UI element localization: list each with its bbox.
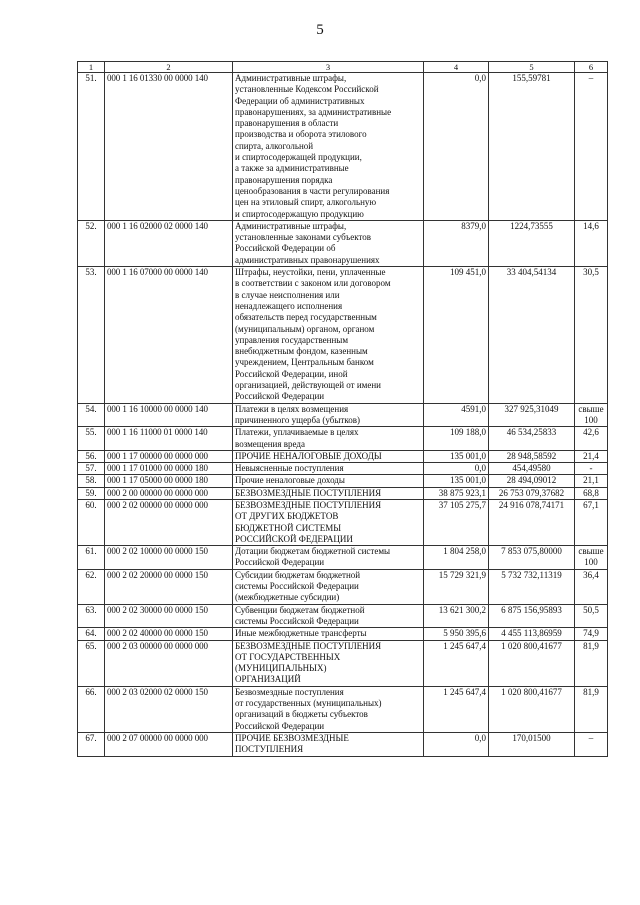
planned-amount: 109 451,0 xyxy=(424,267,489,404)
actual-amount: 454,49580 xyxy=(489,463,575,475)
row-number: 66. xyxy=(78,686,105,732)
execution-percent: - xyxy=(575,463,608,475)
planned-amount: 15 729 321,9 xyxy=(424,569,489,604)
table-row xyxy=(78,403,608,427)
execution-percent: 42,6 xyxy=(575,427,608,451)
budget-code: 000 2 02 20000 00 0000 150 xyxy=(105,569,233,604)
table-row xyxy=(78,499,608,545)
header-col-3: 3 xyxy=(233,62,424,73)
actual-amount: 1224,73555 xyxy=(489,220,575,266)
revenue-name: Административные штрафы, установленные Кодексом Российской Федерации об административных правонарушениях, за административные правонарушения в области производства и оборота этилового спирта, алкогольной и спиртосодержащей продукции, а также за административные правонарушения порядка ценообразования в части регулирования цен на этиловый спирт, алкогольную и спиртосодержащую продукцию xyxy=(233,73,424,221)
budget-code: 000 2 07 00000 00 0000 000 xyxy=(105,732,233,756)
actual-amount: 6 875 156,95893 xyxy=(489,604,575,628)
revenue-name: Субвенции бюджетам бюджетной системы Российской Федерации xyxy=(233,604,424,628)
budget-code: 000 1 17 01000 00 0000 180 xyxy=(105,463,233,475)
revenue-name: ПРОЧИЕ БЕЗВОЗМЕЗДНЫЕ ПОСТУПЛЕНИЯ xyxy=(233,732,424,756)
actual-amount: 4 455 113,86959 xyxy=(489,628,575,640)
table-row xyxy=(78,427,608,451)
planned-amount: 109 188,0 xyxy=(424,427,489,451)
header-col-5: 5 xyxy=(489,62,575,73)
budget-code: 000 1 17 00000 00 0000 000 xyxy=(105,450,233,462)
table-row xyxy=(78,628,608,640)
table-row xyxy=(78,546,608,570)
row-number: 53. xyxy=(78,267,105,404)
header-row xyxy=(78,62,608,73)
table-row xyxy=(78,73,608,221)
budget-code: 000 2 00 00000 00 0000 000 xyxy=(105,487,233,499)
budget-code: 000 2 02 40000 00 0000 150 xyxy=(105,628,233,640)
row-number: 64. xyxy=(78,628,105,640)
table-row xyxy=(78,463,608,475)
row-number: 57. xyxy=(78,463,105,475)
row-number: 61. xyxy=(78,546,105,570)
execution-percent: 81,9 xyxy=(575,686,608,732)
execution-percent: 30,5 xyxy=(575,267,608,404)
row-number: 51. xyxy=(78,73,105,221)
revenue-name: Платежи, уплачиваемые в целях возмещения вреда xyxy=(233,427,424,451)
revenue-name: Платежи в целях возмещения причиненного ущерба (убытков) xyxy=(233,403,424,427)
table-row xyxy=(78,487,608,499)
row-number: 58. xyxy=(78,475,105,487)
execution-percent: свыше 100 xyxy=(575,403,608,427)
row-number: 65. xyxy=(78,640,105,686)
row-number: 67. xyxy=(78,732,105,756)
execution-percent: 67,1 xyxy=(575,499,608,545)
budget-code: 000 2 02 30000 00 0000 150 xyxy=(105,604,233,628)
planned-amount: 1 804 258,0 xyxy=(424,546,489,570)
revenue-name: Субсидии бюджетам бюджетной системы Российской Федерации (межбюджетные субсидии) xyxy=(233,569,424,604)
header-col-2: 2 xyxy=(105,62,233,73)
actual-amount: 1 020 800,41677 xyxy=(489,640,575,686)
planned-amount: 37 105 275,7 xyxy=(424,499,489,545)
planned-amount: 8379,0 xyxy=(424,220,489,266)
revenue-name: ПРОЧИЕ НЕНАЛОГОВЫЕ ДОХОДЫ xyxy=(233,450,424,462)
execution-percent: 14,6 xyxy=(575,220,608,266)
execution-percent: 74,9 xyxy=(575,628,608,640)
actual-amount: 24 916 078,74171 xyxy=(489,499,575,545)
planned-amount: 135 001,0 xyxy=(424,475,489,487)
planned-amount: 5 950 395,6 xyxy=(424,628,489,640)
header-col-6: 6 xyxy=(575,62,608,73)
budget-code: 000 1 16 11000 01 0000 140 xyxy=(105,427,233,451)
revenue-name: Штрафы, неустойки, пени, уплаченные в соответствии с законом или договором в случае неисполнения или ненадлежащего исполнения обязательств перед государственным (муниципальным) органом, органом управления государственным внебюджетным фондом, казенным учреждением, Центральным банком Российской Федерации, иной организацией, действующей от имени Российской Федерации xyxy=(233,267,424,404)
page-number: 5 xyxy=(316,22,324,38)
execution-percent: 21,4 xyxy=(575,450,608,462)
row-number: 60. xyxy=(78,499,105,545)
actual-amount: 28 494,09012 xyxy=(489,475,575,487)
table-row xyxy=(78,450,608,462)
actual-amount: 7 853 075,80000 xyxy=(489,546,575,570)
revenue-name: БЕЗВОЗМЕЗДНЫЕ ПОСТУПЛЕНИЯ xyxy=(233,487,424,499)
revenue-name: Иные межбюджетные трансферты xyxy=(233,628,424,640)
table-row xyxy=(78,267,608,404)
budget-code: 000 2 03 00000 00 0000 000 xyxy=(105,640,233,686)
execution-percent: свыше 100 xyxy=(575,546,608,570)
table-row xyxy=(78,475,608,487)
budget-code: 000 1 16 07000 00 0000 140 xyxy=(105,267,233,404)
actual-amount: 170,01500 xyxy=(489,732,575,756)
revenue-name: Невыясненные поступления xyxy=(233,463,424,475)
revenue-name: Дотации бюджетам бюджетной системы Российской Федерации xyxy=(233,546,424,570)
actual-amount: 33 404,54134 xyxy=(489,267,575,404)
revenue-name: Административные штрафы, установленные законами субъектов Российской Федерации об административных правонарушениях xyxy=(233,220,424,266)
row-number: 56. xyxy=(78,450,105,462)
header-col-4: 4 xyxy=(424,62,489,73)
table-body xyxy=(78,73,608,757)
planned-amount: 0,0 xyxy=(424,732,489,756)
table-row xyxy=(78,604,608,628)
execution-percent: 68,8 xyxy=(575,487,608,499)
execution-percent: 36,4 xyxy=(575,569,608,604)
header-col-1: 1 xyxy=(78,62,105,73)
execution-percent: 81,9 xyxy=(575,640,608,686)
revenue-name: Прочие неналоговые доходы xyxy=(233,475,424,487)
table-row xyxy=(78,640,608,686)
actual-amount: 1 020 800,41677 xyxy=(489,686,575,732)
actual-amount: 46 534,25833 xyxy=(489,427,575,451)
planned-amount: 1 245 647,4 xyxy=(424,640,489,686)
budget-code: 000 1 16 02000 02 0000 140 xyxy=(105,220,233,266)
execution-percent: 21,1 xyxy=(575,475,608,487)
row-number: 54. xyxy=(78,403,105,427)
actual-amount: 155,59781 xyxy=(489,73,575,221)
planned-amount: 38 875 923,1 xyxy=(424,487,489,499)
budget-code: 000 1 16 10000 00 0000 140 xyxy=(105,403,233,427)
revenue-table xyxy=(77,61,608,757)
execution-percent: 50,5 xyxy=(575,604,608,628)
row-number: 63. xyxy=(78,604,105,628)
actual-amount: 5 732 732,11319 xyxy=(489,569,575,604)
actual-amount: 26 753 079,37682 xyxy=(489,487,575,499)
actual-amount: 327 925,31049 xyxy=(489,403,575,427)
table-row xyxy=(78,686,608,732)
planned-amount: 4591,0 xyxy=(424,403,489,427)
planned-amount: 0,0 xyxy=(424,73,489,221)
planned-amount: 1 245 647,4 xyxy=(424,686,489,732)
budget-code: 000 1 16 01330 00 0000 140 xyxy=(105,73,233,221)
budget-code: 000 2 03 02000 02 0000 150 xyxy=(105,686,233,732)
execution-percent: – xyxy=(575,73,608,221)
planned-amount: 13 621 300,2 xyxy=(424,604,489,628)
actual-amount: 28 948,58592 xyxy=(489,450,575,462)
row-number: 52. xyxy=(78,220,105,266)
budget-code: 000 2 02 10000 00 0000 150 xyxy=(105,546,233,570)
revenue-name: БЕЗВОЗМЕЗДНЫЕ ПОСТУПЛЕНИЯ ОТ ГОСУДАРСТВЕННЫХ (МУНИЦИПАЛЬНЫХ) ОРГАНИЗАЦИЙ xyxy=(233,640,424,686)
budget-code: 000 2 02 00000 00 0000 000 xyxy=(105,499,233,545)
row-number: 62. xyxy=(78,569,105,604)
table-row xyxy=(78,569,608,604)
execution-percent: – xyxy=(575,732,608,756)
revenue-name: БЕЗВОЗМЕЗДНЫЕ ПОСТУПЛЕНИЯ ОТ ДРУГИХ БЮДЖЕТОВ БЮДЖЕТНОЙ СИСТЕМЫ РОССИЙСКОЙ ФЕДЕРАЦИИ xyxy=(233,499,424,545)
table-row xyxy=(78,732,608,756)
planned-amount: 135 001,0 xyxy=(424,450,489,462)
row-number: 55. xyxy=(78,427,105,451)
table-row xyxy=(78,220,608,266)
revenue-name: Безвозмездные поступления от государственных (муниципальных) организаций в бюджеты субъектов Российской Федерации xyxy=(233,686,424,732)
budget-code: 000 1 17 05000 00 0000 180 xyxy=(105,475,233,487)
planned-amount: 0,0 xyxy=(424,463,489,475)
row-number: 59. xyxy=(78,487,105,499)
